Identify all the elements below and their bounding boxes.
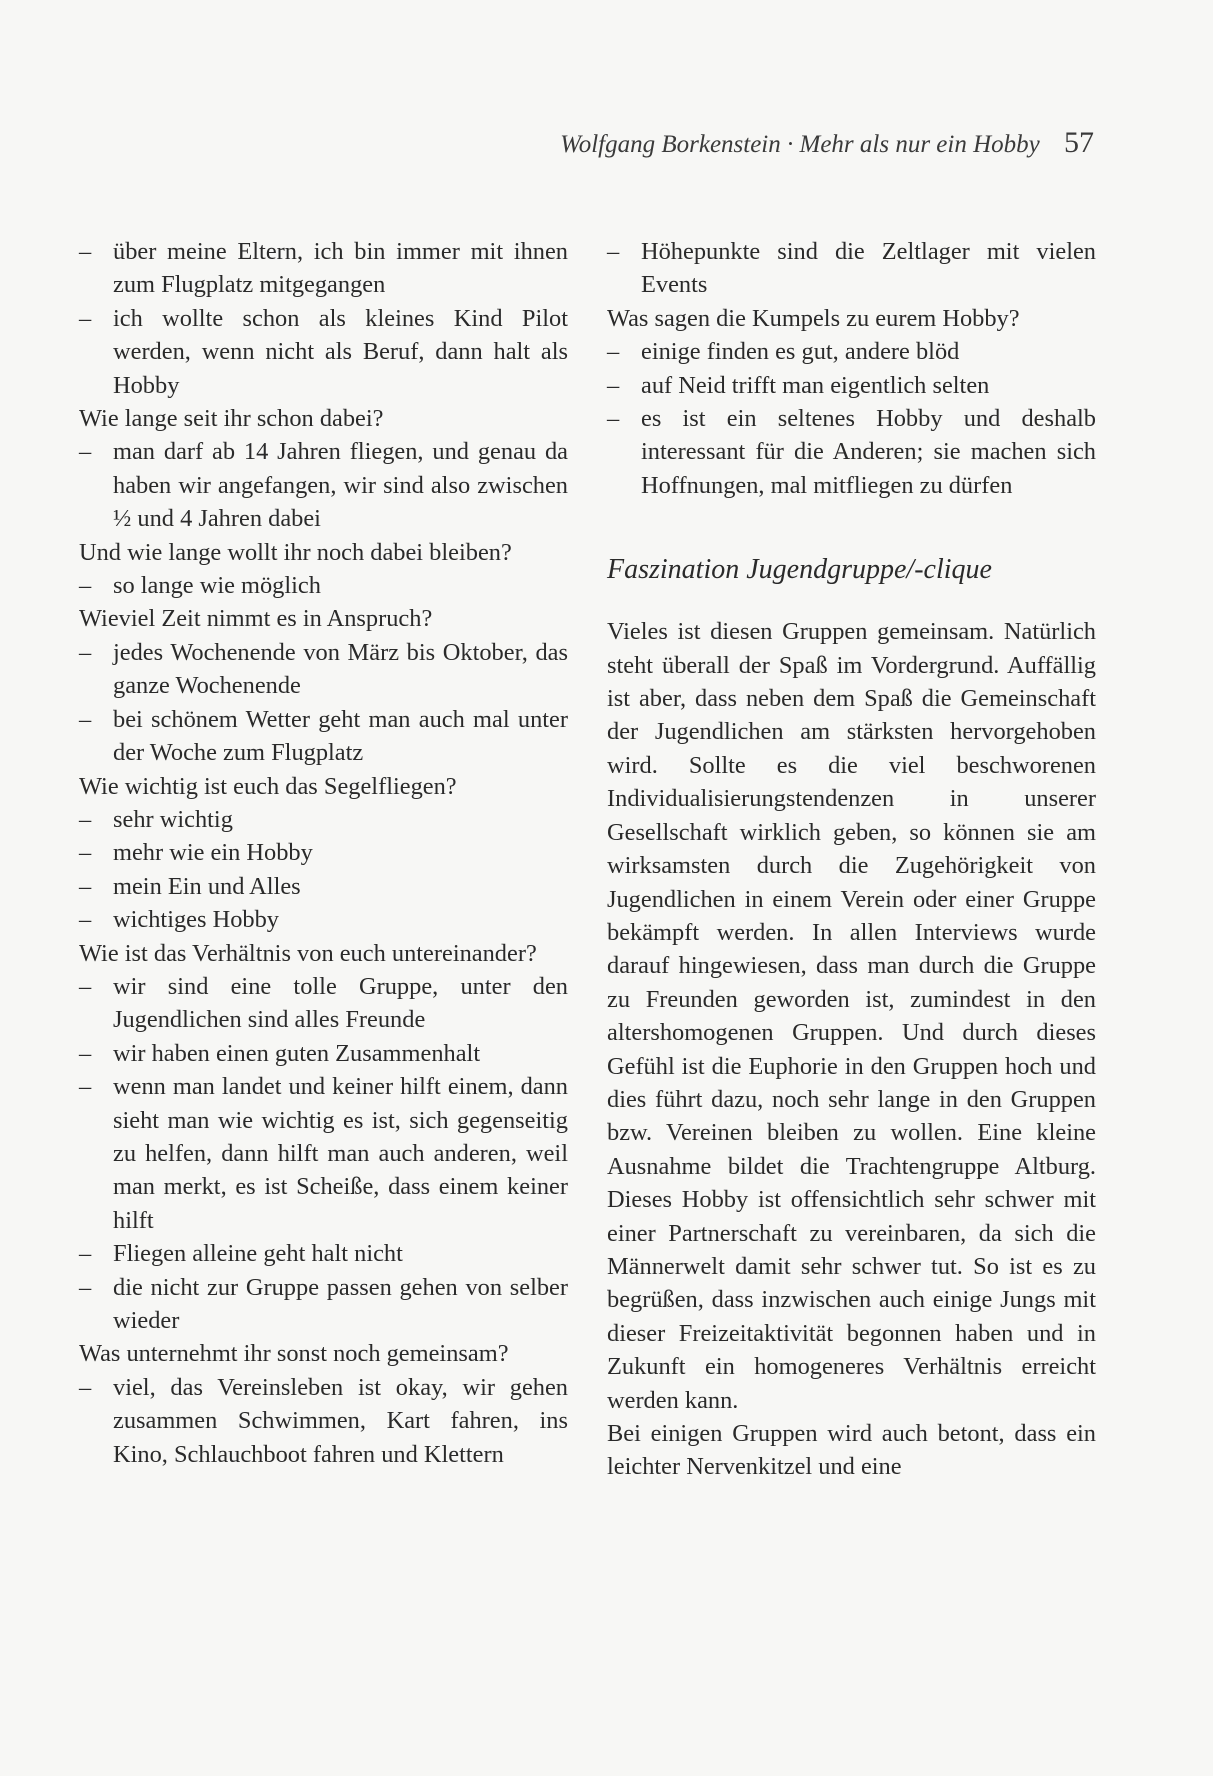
dash-marker: – — [79, 1073, 92, 1101]
answer-text: wichtiges Hobby — [113, 906, 279, 934]
answer-item — [79, 870, 568, 903]
dash-marker: – — [79, 638, 92, 666]
dash-marker: – — [79, 872, 92, 900]
left-column — [79, 235, 568, 1471]
answer-item — [79, 1037, 568, 1070]
answer-item — [79, 636, 568, 703]
answer-text: viel, das Vereinsleben ist okay, wir gehen zusammen Schwimmen, Kart fahren, ins Kino, Schlauchboot fahren und Klettern — [113, 1373, 568, 1468]
dash-marker: – — [79, 906, 92, 934]
dash-marker: – — [79, 1373, 92, 1401]
answer-text: wir sind eine tolle Gruppe, unter den Jugendlichen sind alles Freunde — [113, 972, 568, 1034]
answer-text: so lange wie möglich — [113, 572, 321, 600]
answer-text: mehr wie ein Hobby — [113, 839, 313, 867]
answer-text: sehr wichtig — [113, 805, 233, 833]
dash-marker: – — [607, 338, 620, 366]
answer-text: wenn man landet und keiner hilft einem, dann sieht man wie wichtig es ist, sich gegenseitig zu helfen, dann hilft man auch anderen, weil man merkt, es ist Scheiße, dass einem keiner hilft — [113, 1073, 568, 1234]
interview-question: Wieviel Zeit nimmt es in Anspruch? — [79, 605, 433, 633]
dash-marker: – — [79, 572, 92, 600]
answer-item — [607, 235, 1096, 302]
running-head — [560, 126, 1094, 160]
dash-marker: – — [79, 1273, 92, 1301]
dash-marker: – — [79, 805, 92, 833]
answer-text: es ist ein seltenes Hobby und deshalb interessant für die Anderen; sie machen sich Hoffnungen, mal mitfliegen zu dürfen — [641, 405, 1096, 499]
interview-question: Wie lange seit ihr schon dabei? — [79, 405, 384, 433]
interview-question: Was sagen die Kumpels zu eurem Hobby? — [607, 304, 1020, 332]
answer-item — [607, 402, 1096, 502]
answer-item — [79, 703, 568, 770]
interview-question: Was unternehmt ihr sonst noch gemeinsam? — [79, 1340, 509, 1368]
paragraph: Vieles ist diesen Gruppen gemeinsam. Natürlich steht überall der Spaß im Vordergrund. Auffällig ist aber, dass neben dem Spaß die Gemeinschaft der Jugendlichen am stärksten hervorgehoben wird. Sollte es die viel beschworenen Individualisierungstendenzen in unserer Gesellschaft wirklich geben, so können sie am wirksamsten durch die Zugehörigkeit von Jugendlichen in einem Verein oder einer Gruppe bekämpft werden. In allen Interviews wurde darauf hingewiesen, dass man durch die Gruppe zu Freunden geworden ist, zumindest in den altershomogenen Gruppen. Und durch dieses Gefühl ist die Euphorie in den Gruppen hoch und dies führt dazu, noch sehr lange in den Gruppen bzw. Vereinen bleiben zu wollen. Eine kleine Ausnahme bildet die Trachtengruppe Altburg. Dieses Hobby ist offensichtlich sehr schwer mit einer Partnerschaft zu vereinbaren, da sich die Männerwelt damit sehr schwer tut. So ist es zu begrüßen, dass inzwischen auch einige Jungs mit dieser Freizeitaktivität begonnen haben und in Zukunft ein homogeneres Verhältnis erreicht werden kann. — [607, 618, 1096, 1414]
answer-text: auf Neid trifft man eigentlich selten — [641, 371, 990, 399]
answer-item — [79, 302, 568, 402]
answer-item — [79, 1271, 568, 1338]
dash-marker: – — [79, 839, 92, 867]
answer-text: die nicht zur Gruppe passen gehen von selber wieder — [113, 1273, 568, 1334]
dash-marker: – — [79, 238, 92, 265]
answer-item — [79, 435, 568, 535]
dash-marker: – — [79, 1240, 92, 1268]
answer-item — [607, 335, 1096, 368]
answer-item — [79, 1070, 568, 1237]
answer-item — [79, 970, 568, 1037]
answer-text: mein Ein und Alles — [113, 872, 301, 900]
answer-item — [79, 1237, 568, 1270]
answer-item — [79, 803, 568, 836]
dash-marker: – — [607, 405, 620, 433]
interview-question: Wie ist das Verhältnis von euch untereinander? — [79, 939, 537, 967]
page-number: 57 — [1064, 126, 1094, 159]
dash-marker: – — [79, 1039, 92, 1067]
answer-text: man darf ab 14 Jahren fliegen, und genau da haben wir angefangen, wir sind also zwischen ½ und 4 Jahren dabei — [113, 438, 568, 533]
interview-question: Wie wichtig ist euch das Segelfliegen? — [79, 772, 457, 800]
dash-marker: – — [79, 304, 92, 332]
answer-text: bei schönem Wetter geht man auch mal unter der Woche zum Flugplatz — [113, 705, 568, 767]
dash-marker: – — [607, 238, 620, 265]
dash-marker: – — [607, 371, 620, 399]
dash-marker: – — [79, 705, 92, 733]
answer-text: Höhepunkte sind die Zeltlager mit vielen Events — [641, 238, 1096, 299]
dash-marker: – — [79, 972, 92, 1000]
answer-item — [607, 369, 1096, 402]
answer-text: Fliegen alleine geht halt nicht — [113, 1240, 403, 1268]
answer-item — [79, 1371, 568, 1471]
answer-text: einige finden es gut, andere blöd — [641, 338, 960, 366]
answer-item — [79, 569, 568, 602]
running-title: Wolfgang Borkenstein · Mehr als nur ein Hobby — [560, 131, 1040, 158]
answer-item — [79, 903, 568, 936]
paragraph: Bei einigen Gruppen wird auch betont, dass ein leichter Nervenkitzel und eine — [607, 1420, 1096, 1481]
answer-text: ich wollte schon als kleines Kind Pilot werden, wenn nicht als Beruf, dann halt als Hobby — [113, 304, 568, 399]
section-heading: Faszination Jugendgruppe/-clique — [607, 554, 992, 586]
answer-text: jedes Wochenende von März bis Oktober, das ganze Wochenende — [113, 638, 568, 700]
answer-item — [79, 836, 568, 869]
interview-continuation — [607, 235, 1096, 502]
interview-question: Und wie lange wollt ihr noch dabei bleiben? — [79, 538, 512, 566]
right-column — [607, 235, 1096, 1484]
answer-text: wir haben einen guten Zusammenhalt — [113, 1039, 481, 1067]
answer-text: über meine Eltern, ich bin immer mit ihnen zum Flugplatz mitgegangen — [113, 238, 568, 299]
answer-item — [79, 235, 568, 302]
dash-marker: – — [79, 438, 92, 466]
